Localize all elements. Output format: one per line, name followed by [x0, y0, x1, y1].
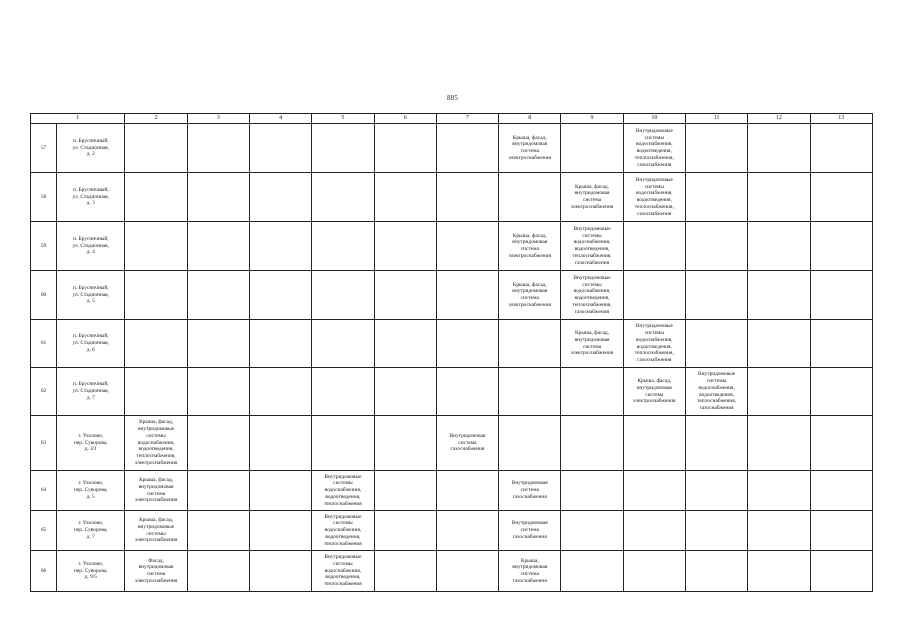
work-cell-7 — [436, 551, 498, 592]
address-cell: п. Брусничный, ул. Стадионная, д. 5 — [57, 271, 125, 320]
work-cell-8 — [499, 173, 561, 222]
address-cell: п. Брусничный, ул. Стадионная, д. 6 — [57, 320, 125, 368]
work-cell-4 — [249, 551, 311, 592]
column-header-3: 3 — [187, 114, 249, 124]
work-cell-10 — [623, 551, 685, 592]
work-cell-7 — [436, 222, 498, 271]
work-cell-3 — [187, 173, 249, 222]
work-cell-9 — [561, 511, 623, 551]
work-cell-12 — [748, 471, 810, 511]
work-cell-12 — [748, 271, 810, 320]
table-row — [31, 471, 873, 511]
work-cell-5 — [312, 416, 374, 471]
work-cell-10 — [623, 222, 685, 271]
address-cell: п. Брусничный, ул. Стадионная, д. 2 — [57, 124, 125, 173]
work-cell-8: Крыша, фасад, внутридомовая система электроснабжения — [499, 222, 561, 271]
work-cell-11 — [685, 124, 747, 173]
work-cell-4 — [249, 124, 311, 173]
address-cell: п. Брусничный, ул. Стадионная, д. 7 — [57, 368, 125, 416]
work-cell-3 — [187, 320, 249, 368]
row-number: 66 — [31, 551, 57, 592]
work-cell-13 — [810, 416, 872, 471]
work-cell-8: Крыша, фасад, внутридомовая система электроснабжения — [499, 271, 561, 320]
work-cell-6 — [374, 368, 436, 416]
work-cell-6 — [374, 222, 436, 271]
work-cell-4 — [249, 173, 311, 222]
table-row — [31, 271, 873, 320]
work-cell-9: Внутридомовые системы водоснабжения, водоотведения, теплоснабжения, газоснабжения — [561, 271, 623, 320]
work-cell-11: Внутридомовые системы водоснабжения, водоотведения, теплоснабжения, газоснабжения — [685, 368, 747, 416]
work-cell-3 — [187, 416, 249, 471]
work-cell-10: Внутридомовые системы водоснабжения, водоотведения, теплоснабжения, газоснабжения — [623, 320, 685, 368]
column-header-11: 11 — [685, 114, 747, 124]
work-cell-9: Внутридомовые системы водоснабжения, водоотведения, теплоснабжения, газоснабжения — [561, 222, 623, 271]
work-cell-2: Крыша, фасад, внутридомовые системы водоснабжения, водоотведения, теплоснабжения, электроснабжения — [125, 416, 187, 471]
work-cell-6 — [374, 271, 436, 320]
work-cell-9 — [561, 471, 623, 511]
work-cell-10: Внутридомовые системы водоснабжения, водоотведения, теплоснабжения, газоснабжения — [623, 173, 685, 222]
column-header-13: 13 — [810, 114, 872, 124]
header-row — [31, 114, 873, 124]
row-number: 59 — [31, 222, 57, 271]
work-cell-5 — [312, 320, 374, 368]
work-cell-6 — [374, 416, 436, 471]
work-cell-11 — [685, 471, 747, 511]
address-cell: г. Ухолово, пер. Суворова, д. 3/1 — [57, 416, 125, 471]
work-cell-12 — [748, 124, 810, 173]
work-cell-2 — [125, 124, 187, 173]
work-cell-4 — [249, 368, 311, 416]
work-cell-2 — [125, 173, 187, 222]
work-cell-2 — [125, 320, 187, 368]
work-cell-6 — [374, 551, 436, 592]
work-cell-9 — [561, 124, 623, 173]
work-cell-5: Внутридомовые системы водоснабжения, водоотведения, теплоснабжения — [312, 551, 374, 592]
work-cell-13 — [810, 173, 872, 222]
work-cell-8: Внутридомовая система газоснабжения — [499, 471, 561, 511]
work-cell-3 — [187, 271, 249, 320]
work-cell-6 — [374, 124, 436, 173]
work-cell-12 — [748, 173, 810, 222]
work-cell-8: Крыша, фасад, внутридомовая система электроснабжения — [499, 124, 561, 173]
work-cell-2: Крыша, фасад, внутридомовая система электроснабжения — [125, 471, 187, 511]
work-cell-12 — [748, 551, 810, 592]
work-cell-3 — [187, 222, 249, 271]
work-cell-4 — [249, 222, 311, 271]
work-cell-11 — [685, 222, 747, 271]
work-cell-5 — [312, 368, 374, 416]
column-header-1: 1 — [31, 114, 125, 124]
work-cell-11 — [685, 551, 747, 592]
work-cell-3 — [187, 368, 249, 416]
work-cell-6 — [374, 320, 436, 368]
column-header-2: 2 — [125, 114, 187, 124]
work-cell-7 — [436, 124, 498, 173]
row-number: 57 — [31, 124, 57, 173]
address-cell: п. Брусничный, ул. Стадионная, д. 3 — [57, 173, 125, 222]
work-cell-4 — [249, 416, 311, 471]
row-number: 63 — [31, 416, 57, 471]
work-cell-13 — [810, 471, 872, 511]
work-cell-11 — [685, 320, 747, 368]
work-cell-2 — [125, 222, 187, 271]
work-cell-9 — [561, 416, 623, 471]
work-cell-6 — [374, 511, 436, 551]
column-header-6: 6 — [374, 114, 436, 124]
work-cell-12 — [748, 416, 810, 471]
work-cell-7: Внутридомовая система газоснабжения — [436, 416, 498, 471]
address-cell: г. Ухолово, пер. Суворова, д. 9/5 — [57, 551, 125, 592]
work-cell-8: Внутридомовая система газоснабжения — [499, 511, 561, 551]
work-cell-10: Внутридомовые системы водоснабжения, водоотведения, теплоснабжения, газоснабжения — [623, 124, 685, 173]
work-cell-9: Крыша, фасад, внутридомовая система электроснабжения — [561, 173, 623, 222]
table-row — [31, 416, 873, 471]
work-cell-12 — [748, 511, 810, 551]
column-header-10: 10 — [623, 114, 685, 124]
work-cell-4 — [249, 271, 311, 320]
work-cell-11 — [685, 271, 747, 320]
row-number: 64 — [31, 471, 57, 511]
work-cell-4 — [249, 511, 311, 551]
page-number: 885 — [446, 94, 459, 102]
row-number: 58 — [31, 173, 57, 222]
work-cell-3 — [187, 471, 249, 511]
work-cell-4 — [249, 471, 311, 511]
work-cell-5: Внутридомовые системы водоснабжения, водоотведения, теплоснабжения — [312, 471, 374, 511]
work-cell-10 — [623, 511, 685, 551]
work-cell-12 — [748, 222, 810, 271]
work-cell-10 — [623, 416, 685, 471]
table-row — [31, 551, 873, 592]
work-cell-13 — [810, 320, 872, 368]
work-cell-3 — [187, 511, 249, 551]
row-number: 62 — [31, 368, 57, 416]
column-header-4: 4 — [249, 114, 311, 124]
row-number: 65 — [31, 511, 57, 551]
work-cell-13 — [810, 368, 872, 416]
work-cell-7 — [436, 320, 498, 368]
work-cell-13 — [810, 511, 872, 551]
column-header-9: 9 — [561, 114, 623, 124]
work-cell-2: Крыша, фасад, внутридомовые системы электроснабжения — [125, 511, 187, 551]
table-row — [31, 124, 873, 173]
address-cell: п. Брусничный, ул. Стадионная, д. 4 — [57, 222, 125, 271]
work-cell-3 — [187, 551, 249, 592]
work-cell-2 — [125, 271, 187, 320]
work-cell-13 — [810, 271, 872, 320]
work-cell-10 — [623, 271, 685, 320]
row-number: 61 — [31, 320, 57, 368]
table-row — [31, 173, 873, 222]
work-cell-2: Фасад, внутридомовая система электроснабжения — [125, 551, 187, 592]
work-cell-13 — [810, 222, 872, 271]
work-cell-2 — [125, 368, 187, 416]
work-cell-11 — [685, 511, 747, 551]
work-cell-8: Крыша, внутридомовая система газоснабжения — [499, 551, 561, 592]
work-cell-10: Крыша, фасад, внутридомовая система электроснабжения — [623, 368, 685, 416]
work-cell-9: Крыша, фасад, внутридомовая система электроснабжения — [561, 320, 623, 368]
work-cell-5 — [312, 271, 374, 320]
work-cell-11 — [685, 173, 747, 222]
row-number: 60 — [31, 271, 57, 320]
table-row — [31, 222, 873, 271]
column-header-12: 12 — [748, 114, 810, 124]
work-cell-3 — [187, 124, 249, 173]
work-cell-7 — [436, 471, 498, 511]
work-cell-5: Внутридомовые системы водоснабжения, водоотведения, теплоснабжения — [312, 511, 374, 551]
work-cell-6 — [374, 471, 436, 511]
table-row — [31, 320, 873, 368]
column-header-8: 8 — [499, 114, 561, 124]
address-cell: г. Ухолово, пер. Суворова, д. 7 — [57, 511, 125, 551]
table-row — [31, 511, 873, 551]
work-cell-8 — [499, 416, 561, 471]
work-cell-7 — [436, 173, 498, 222]
work-cell-8 — [499, 320, 561, 368]
work-cell-7 — [436, 368, 498, 416]
work-cell-9 — [561, 368, 623, 416]
work-cell-5 — [312, 124, 374, 173]
work-cell-7 — [436, 511, 498, 551]
work-cell-10 — [623, 471, 685, 511]
column-header-7: 7 — [436, 114, 498, 124]
table-row — [31, 368, 873, 416]
work-cell-13 — [810, 124, 872, 173]
column-header-5: 5 — [312, 114, 374, 124]
work-cell-11 — [685, 416, 747, 471]
work-cell-5 — [312, 222, 374, 271]
work-cell-12 — [748, 368, 810, 416]
work-cell-7 — [436, 271, 498, 320]
work-cell-12 — [748, 320, 810, 368]
work-cell-4 — [249, 320, 311, 368]
address-cell: г. Ухолово, пер. Суворова, д. 5 — [57, 471, 125, 511]
work-cell-6 — [374, 173, 436, 222]
work-cell-5 — [312, 173, 374, 222]
work-cell-13 — [810, 551, 872, 592]
capital-repair-table — [30, 113, 873, 592]
work-cell-9 — [561, 551, 623, 592]
work-cell-8 — [499, 368, 561, 416]
